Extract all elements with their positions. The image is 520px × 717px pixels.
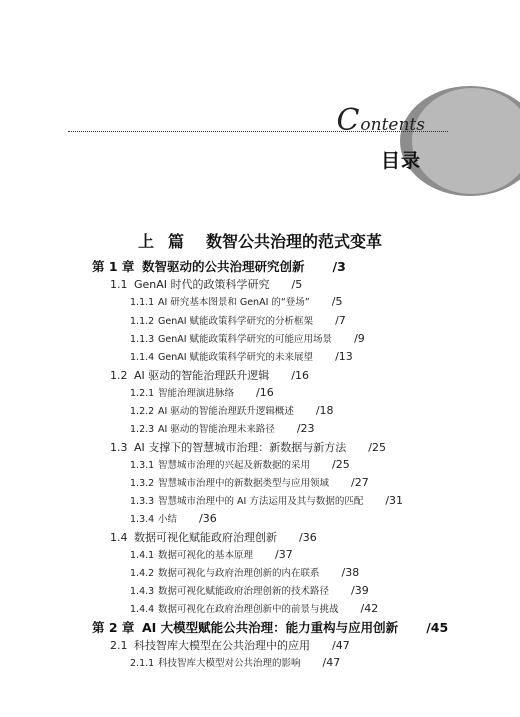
toc-number: 1.2.1 <box>130 388 155 399</box>
toc-section-row[interactable] <box>110 637 350 653</box>
toc-page: /3 <box>332 259 346 274</box>
toc-number: 1.4.3 <box>130 586 155 597</box>
toc-title: GenAI 时代的政策科学研究 <box>134 278 270 291</box>
toc-title: 数据可视化与政府治理创新的内在联系 <box>158 568 320 579</box>
contents-heading <box>336 103 425 138</box>
toc-number: 1.2.3 <box>130 424 155 435</box>
part-title <box>0 229 520 252</box>
toc-page: /47 <box>322 656 341 669</box>
toc-page: /38 <box>341 566 360 579</box>
toc-page: /13 <box>335 350 353 363</box>
toc-title: AI 驱动的智能治理跃升逻辑 <box>134 369 270 382</box>
toc-chapter-row[interactable] <box>92 257 346 275</box>
toc-page: /25 <box>368 441 386 454</box>
toc-number: 1.4.1 <box>130 550 155 561</box>
part-name: 数智公共治理的范式变革 <box>206 232 383 251</box>
toc-title: 数据可视化赋能政府治理创新的技术路径 <box>158 586 330 597</box>
part-label-b: 篇 <box>167 232 184 251</box>
toc-title: GenAI 赋能政策科学研究的分析框架 <box>158 316 314 327</box>
toc-title: 智慧城市治理的兴起及新数据的采用 <box>158 460 311 471</box>
toc-page: /7 <box>335 314 346 327</box>
toc-title: AI 研究基本图景和 GenAI 的“登场” <box>158 297 310 308</box>
toc-title: 智能治理演进脉络 <box>158 388 235 399</box>
decorative-tab-highlight <box>412 88 520 194</box>
toc-section-row[interactable] <box>110 439 386 455</box>
toc-subsection-row[interactable] <box>130 583 369 597</box>
toc-title: AI 大模型赋能公共治理：能力重构与应用创新 <box>142 620 399 635</box>
toc-title: 智慧城市治理中的 AI 方法运用及其与数据的匹配 <box>158 496 364 507</box>
toc-number: 第 2 章 <box>92 620 135 635</box>
toc-title: 数据可视化赋能政府治理创新 <box>134 531 277 544</box>
part-label-a: 上 <box>137 232 154 251</box>
toc-title: 数据可视化的基本原理 <box>158 550 254 561</box>
toc-title: AI 驱动的智能治理未来路径 <box>158 424 275 435</box>
toc-number: 1.1.1 <box>130 297 155 308</box>
toc-page: /5 <box>291 278 303 291</box>
toc-title: 数据可视化在政府治理创新中的前景与挑战 <box>158 604 339 615</box>
contents-rest: ontents <box>360 115 425 135</box>
toc-number: 1.1 <box>110 278 128 291</box>
toc-subsection-row[interactable] <box>130 313 346 327</box>
toc-number: 1.2.2 <box>130 406 155 417</box>
toc-number: 1.4 <box>110 531 128 544</box>
toc-page: /31 <box>385 494 404 507</box>
toc-subsection-row[interactable] <box>130 475 369 489</box>
toc-subsection-row[interactable] <box>130 403 334 417</box>
toc-subsection-row[interactable] <box>130 385 274 399</box>
toc-page: /27 <box>351 476 369 489</box>
dotted-rule <box>68 131 448 132</box>
toc-page: /18 <box>315 404 334 417</box>
toc-section-row[interactable] <box>110 529 317 545</box>
toc-page: /42 <box>360 602 379 615</box>
toc-page: /36 <box>299 531 317 544</box>
toc-subsection-row[interactable] <box>130 601 378 615</box>
toc-title: 科技智库大模型对公共治理的影响 <box>158 658 301 669</box>
toc-title: AI 驱动的智能治理跃升逻辑概述 <box>158 406 294 417</box>
toc-number: 1.1.4 <box>130 352 155 363</box>
toc-number: 1.2 <box>110 369 128 382</box>
toc-title: GenAI 赋能政策科学研究的未来展望 <box>158 352 314 363</box>
toc-subsection-row[interactable] <box>130 493 403 507</box>
mulu-heading: 目录 <box>380 150 421 172</box>
toc-section-row[interactable] <box>110 276 302 292</box>
toc-title: 智慧城市治理中的新数据类型与应用领域 <box>158 478 330 489</box>
toc-subsection-row[interactable] <box>130 349 353 363</box>
toc-chapter-row[interactable] <box>92 618 448 636</box>
toc-number: 2.1 <box>110 639 128 652</box>
toc-number: 1.3.1 <box>130 460 155 471</box>
toc-page: /5 <box>331 295 343 308</box>
toc-page: /23 <box>296 422 315 435</box>
toc-title: 小结 <box>158 514 178 525</box>
toc-title: AI 支撑下的智慧城市治理：新数据与新方法 <box>134 441 347 454</box>
toc-number: 1.1.3 <box>130 334 155 345</box>
toc-subsection-row[interactable] <box>130 655 340 669</box>
toc-number: 1.3.3 <box>130 496 155 507</box>
toc-page: /37 <box>275 548 293 561</box>
contents-initial: C <box>336 103 360 138</box>
toc-number: 第 1 章 <box>92 259 135 274</box>
toc-page: /39 <box>351 584 369 597</box>
toc-section-row[interactable] <box>110 367 309 383</box>
toc-page: /45 <box>426 620 449 635</box>
toc-subsection-row[interactable] <box>130 294 342 308</box>
toc-page: /47 <box>332 639 350 652</box>
toc-subsection-row[interactable] <box>130 421 315 435</box>
toc-title: GenAI 赋能政策科学研究的可能应用场景 <box>158 334 333 345</box>
toc-page: /16 <box>291 369 309 382</box>
toc-number: 1.1.2 <box>130 316 155 327</box>
toc-subsection-row[interactable] <box>130 547 293 561</box>
toc-page: /25 <box>332 458 350 471</box>
toc-page: /36 <box>199 512 217 525</box>
toc-number: 1.3.4 <box>130 514 155 525</box>
toc-subsection-row[interactable] <box>130 565 359 579</box>
toc-page: /9 <box>354 332 365 345</box>
toc-number: 2.1.1 <box>130 658 155 669</box>
toc-subsection-row[interactable] <box>130 511 217 525</box>
toc-title: 数智驱动的公共治理研究创新 <box>142 259 305 274</box>
toc-number: 1.3 <box>110 441 128 454</box>
toc-subsection-row[interactable] <box>130 331 365 345</box>
toc-page: /16 <box>256 386 274 399</box>
toc-number: 1.4.2 <box>130 568 155 579</box>
toc-title: 科技智库大模型在公共治理中的应用 <box>134 639 310 652</box>
toc-number: 1.4.4 <box>130 604 155 615</box>
toc-subsection-row[interactable] <box>130 457 350 471</box>
toc-number: 1.3.2 <box>130 478 155 489</box>
